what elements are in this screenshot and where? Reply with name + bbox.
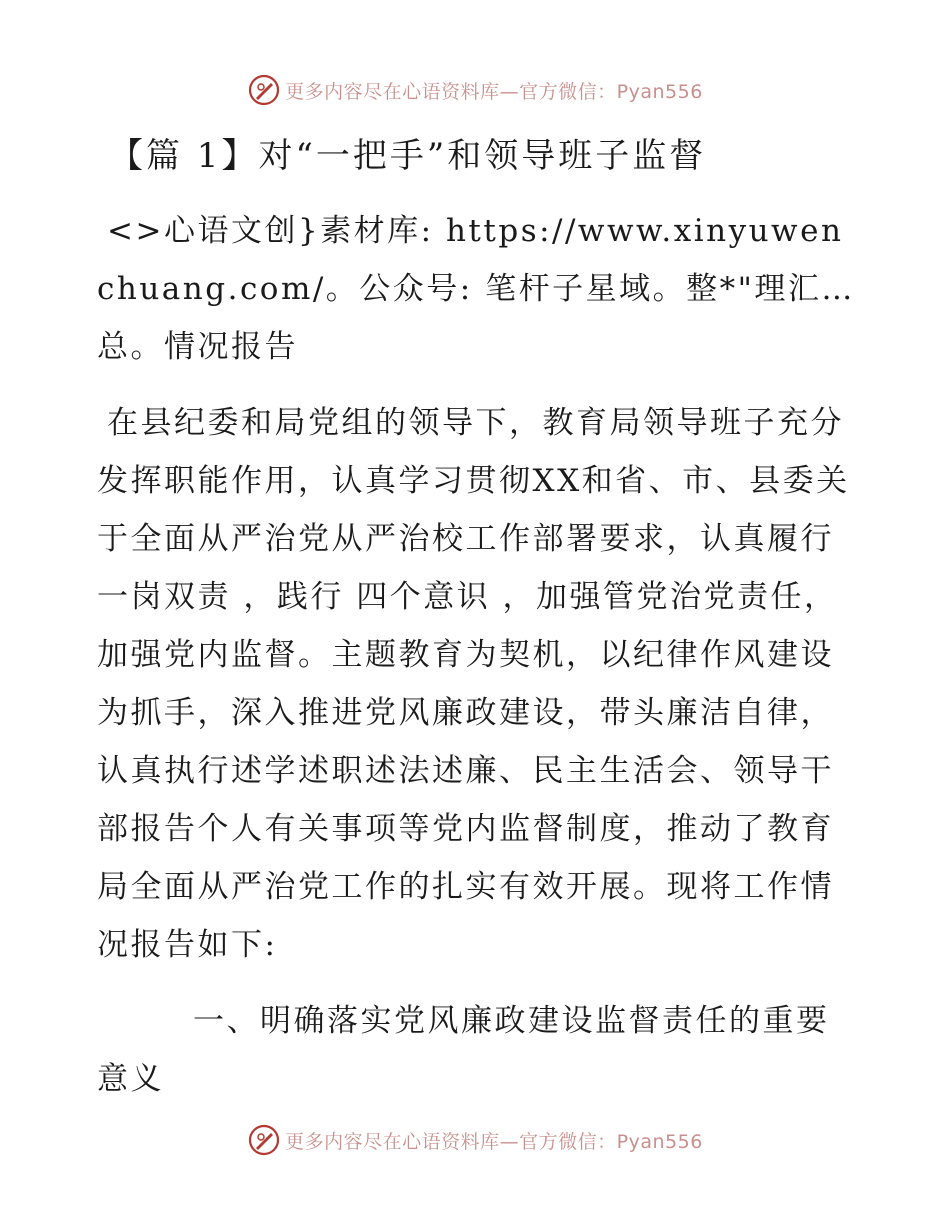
footer-watermark-banner bbox=[0, 1120, 950, 1160]
body-paragraph-text: 在县纪委和局党组的领导下，教育局领导班子充分发挥职能作用，认真学习贯彻XX和省、市、县委关于全面从严治党从严治校工作部署要求，认真履行 一岗双责 ，践行 四个意识 ，加强管党治党责任，加强党内监督。主题教育为契机，以纪律作风建设为抓手，深入推进党风廉政建设，带头廉洁自律，认真执行述学述职述法述廉、民主生活会、领导干部报告个人有关事项等党内监督制度，推动了教育局全面从严治党工作的扎实有效开展。现将工作情况报告如下: bbox=[97, 405, 850, 963]
document-body bbox=[97, 118, 857, 1108]
section-heading: 一、明确落实党风廉政建设监督责任的重要意义 bbox=[97, 1003, 830, 1097]
watermark-text: 更多内容尽在心语资料库—官方微信：Pyan556 bbox=[285, 1130, 703, 1153]
body-paragraph bbox=[97, 394, 857, 974]
watermark-text: 更多内容尽在心语资料库—官方微信：Pyan556 bbox=[285, 80, 703, 103]
header-watermark-banner bbox=[0, 70, 950, 110]
document-title: 【篇 1】对“一把手”和领导班子监督 bbox=[109, 136, 707, 176]
quill-seal-icon bbox=[247, 1123, 281, 1157]
source-line-text: <>心语文创}素材库: https://www.xinyuwenchuang.com/。公众号: 笔杆子星域。整*"理汇…总。情况报告 bbox=[97, 213, 855, 365]
source-line bbox=[97, 202, 857, 376]
quill-seal-icon bbox=[247, 73, 281, 107]
